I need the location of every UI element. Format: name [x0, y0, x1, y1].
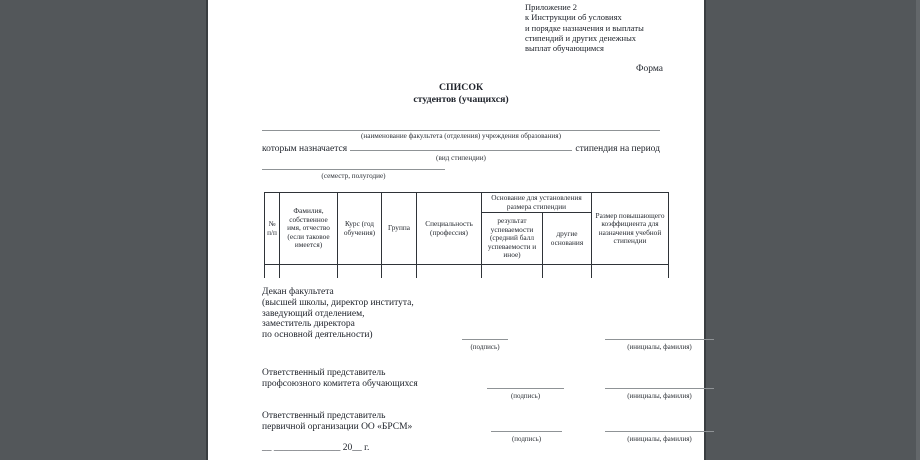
table-cell [280, 265, 338, 279]
name-caption: (инициалы, фамилия) [627, 343, 692, 351]
faculty-fill-line [262, 130, 660, 131]
signature-text-line: по основной деятельности) [262, 330, 373, 341]
col-header-group: Группа [382, 193, 417, 265]
col-header-num: № п/п [265, 193, 280, 265]
signature-text-line: Ответственный представитель [262, 411, 386, 421]
signature-block-dean [262, 287, 692, 359]
semester-fill-line [262, 169, 445, 170]
table-cell [592, 265, 669, 279]
assignment-line [262, 141, 660, 154]
document-page [208, 0, 704, 460]
students-table [264, 192, 669, 278]
signature-fill-line [487, 388, 564, 389]
table-cell [265, 265, 280, 279]
appendix-line: и порядке назначения и выплаты [525, 22, 644, 33]
signature-text-line: заведующий отделением, [262, 308, 365, 319]
signature-text-line: заместитель директора [262, 319, 355, 330]
scrollbar[interactable] [916, 0, 920, 460]
sign-caption: (подпись) [511, 435, 542, 443]
table-cell [338, 265, 382, 279]
signature-text-line: (высшей школы, директор института, [262, 297, 414, 308]
assignment-suffix: стипендия на период [575, 144, 660, 154]
appendix-line: Приложение 2 [525, 2, 577, 12]
appendix-note [525, 2, 695, 53]
name-caption: (инициалы, фамилия) [627, 435, 692, 443]
signature-fill-line [491, 431, 562, 432]
faculty-caption: (наименование факультета (отделения) учреждения образования) [361, 132, 561, 140]
appendix-line: стипендий и других денежных [525, 32, 637, 43]
name-fill-line [605, 339, 714, 340]
sign-caption: (подпись) [470, 343, 500, 351]
name-fill-line [605, 431, 714, 432]
appendix-line: к Инструкции об условиях [525, 12, 622, 23]
signature-fill-line [462, 339, 508, 340]
name-fill-line [605, 388, 714, 389]
col-header-course: Курс (год обучения) [338, 193, 382, 265]
signature-text-line: первичной организации ОО «БРСМ» [262, 421, 413, 432]
col-header-basis-other: другие основания [543, 213, 592, 265]
col-header-basis-group: Основание для установления размера стипендии [482, 193, 592, 213]
document-title [262, 82, 660, 105]
table-cell [543, 265, 592, 279]
col-header-specialty: Специальность (профессия) [417, 193, 482, 265]
signature-text-line: Декан факультета [262, 287, 334, 297]
col-header-coefficient: Размер повышающего коэффициента для назначения учебной стипендии [592, 193, 669, 265]
assignment-prefix: которым назначается [262, 144, 348, 154]
sign-caption: (подпись) [510, 392, 541, 400]
col-header-basis-result: результат успеваемости (средний балл успеваемости и иное) [482, 213, 543, 265]
date-line: __ ______________ 20__ г. [262, 443, 370, 453]
title-line2: студентов (учащихся) [413, 93, 509, 105]
appendix-line: выплат обучающимся [525, 43, 604, 54]
signature-text-line: профсоюзного комитета обучающихся [262, 378, 418, 389]
table-cell [482, 265, 543, 279]
table-cell [382, 265, 417, 279]
title-line1: СПИСОК [438, 82, 484, 93]
name-caption: (инициалы, фамилия) [627, 392, 692, 400]
form-label: Форма [635, 64, 663, 74]
stipend-type-fill-line [350, 141, 572, 151]
signature-block-union [262, 368, 692, 408]
signature-text-line: Ответственный представитель [262, 368, 386, 378]
table-cell [417, 265, 482, 279]
semester-caption: (семестр, полугодие) [321, 172, 386, 180]
table-row [265, 265, 669, 279]
stipend-type-caption: (вид стипендии) [436, 154, 486, 162]
col-header-name: Фамилия, собственное имя, отчество (если таковое имеется) [280, 193, 338, 265]
